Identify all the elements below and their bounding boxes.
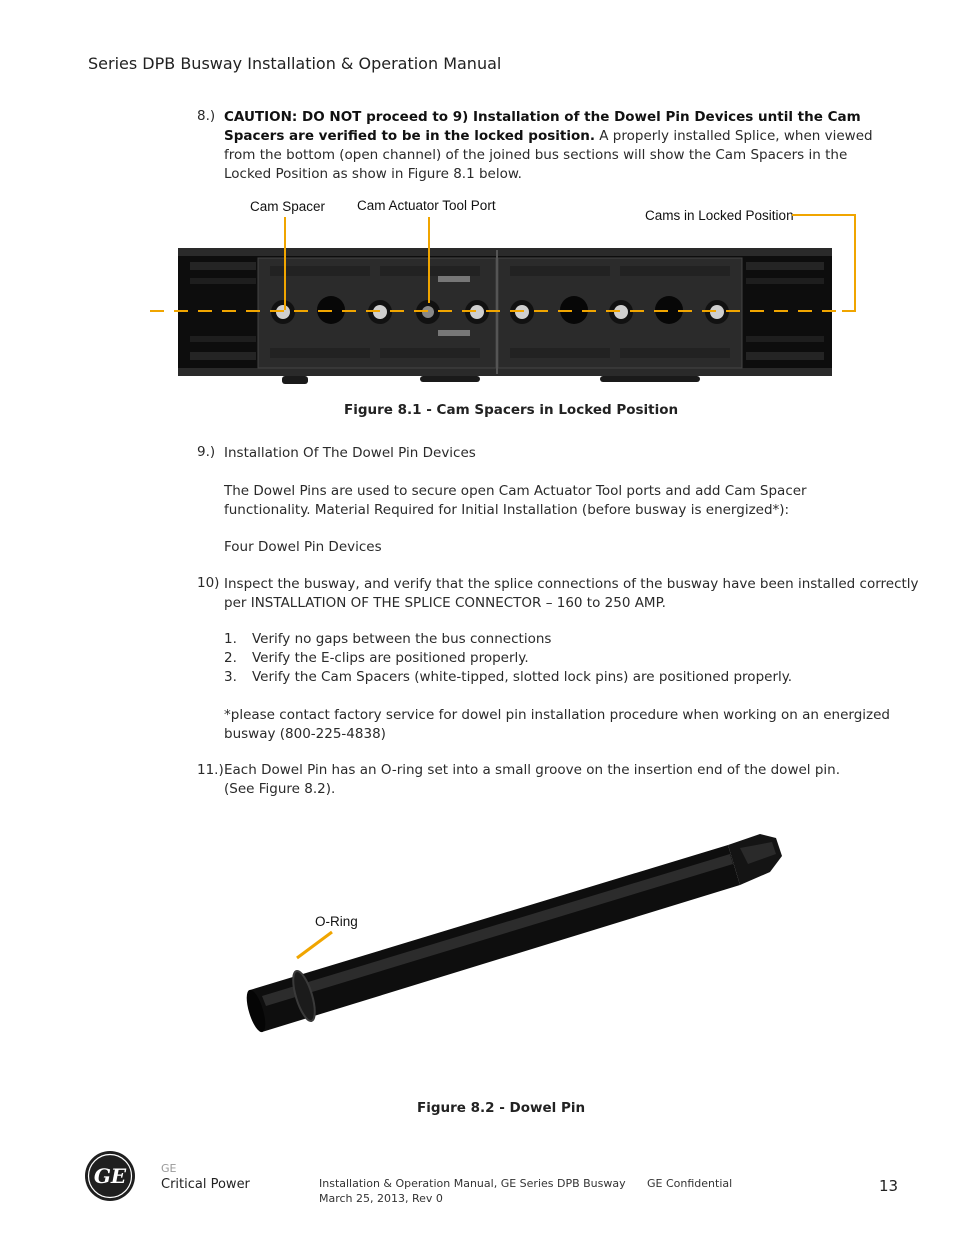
footer-doc-title: Installation & Operation Manual, GE Series DPB Busway bbox=[319, 1177, 626, 1190]
figure-8-2-caption: Figure 8.2 - Dowel Pin bbox=[417, 1100, 586, 1116]
ge-logo bbox=[84, 1150, 136, 1202]
step-9-material: Four Dowel Pin Devices bbox=[224, 539, 382, 555]
step-9-title: Installation Of The Dowel Pin Devices bbox=[224, 445, 476, 461]
footer-doc-date: March 25, 2013, Rev 0 bbox=[319, 1192, 443, 1205]
list-item-number: 3. bbox=[224, 669, 237, 685]
step-9-number: 9.) bbox=[197, 444, 216, 460]
step-8-caution: CAUTION: DO NOT proceed to 9) Installation of the Dowel Pin Devices until the Cam Spacers are verified to be in the locked position. bbox=[224, 109, 861, 144]
page-number: 13 bbox=[879, 1177, 899, 1195]
footer-company-ge: GE bbox=[161, 1162, 177, 1175]
step-10-line1: Inspect the busway, and verify that the splice connections of the busway have been installed correctly bbox=[224, 576, 919, 592]
footer-confidential: GE Confidential bbox=[647, 1177, 733, 1190]
step-11-number: 11.) bbox=[197, 762, 224, 778]
step-11-line1: Each Dowel Pin has an O-ring set into a small groove on the insertion end of the dowel pin. bbox=[224, 762, 840, 778]
o-ring-callout-line bbox=[297, 932, 332, 958]
step-8-description: A properly installed Splice, when viewed from the bottom (open channel) of the joined bus sections will show the Cam Spacers in the Locked Position as show in Figure 8.1 below. bbox=[224, 128, 873, 182]
figure-8-1-caption: Figure 8.1 - Cam Spacers in Locked Position bbox=[344, 402, 679, 418]
step-9-text: The Dowel Pins are used to secure open Cam Actuator Tool ports and add Cam Spacer functionality. Material Required for Initial Installation (before busway is energized*): bbox=[224, 483, 807, 518]
step-11-line2: (See Figure 8.2). bbox=[224, 781, 336, 797]
label-cam-spacer: Cam Spacer bbox=[250, 199, 326, 214]
figure-8-1-busway-photo bbox=[0, 0, 954, 400]
step-10-line2: per INSTALLATION OF THE SPLICE CONNECTOR – 160 to 250 AMP. bbox=[224, 595, 666, 611]
list-item: Verify no gaps between the bus connections bbox=[252, 631, 552, 647]
list-item: Verify the Cam Spacers (white-tipped, slotted lock pins) are positioned properly. bbox=[252, 669, 793, 685]
list-item-number: 1. bbox=[224, 631, 237, 647]
figure-8-2-dowel-pin-photo bbox=[0, 820, 954, 1060]
label-cams-in-locked-position: Cams in Locked Position bbox=[645, 208, 794, 223]
footer-company-name: Critical Power bbox=[161, 1177, 250, 1192]
step-10-note: *please contact factory service for dowel pin installation procedure when working on an energized busway (800-225-4838) bbox=[224, 707, 891, 742]
step-10-number: 10) bbox=[197, 575, 220, 591]
page-header-title: Series DPB Busway Installation & Operation Manual bbox=[88, 54, 502, 73]
dowel-pin bbox=[243, 834, 782, 1034]
label-o-ring: O-Ring bbox=[315, 914, 358, 929]
list-item: Verify the E-clips are positioned properly. bbox=[252, 650, 529, 666]
list-item-number: 2. bbox=[224, 650, 237, 666]
ge-logo-text: GE bbox=[93, 1164, 127, 1188]
label-cam-actuator-tool-port: Cam Actuator Tool Port bbox=[357, 198, 496, 213]
step-8-number: 8.) bbox=[197, 108, 216, 124]
